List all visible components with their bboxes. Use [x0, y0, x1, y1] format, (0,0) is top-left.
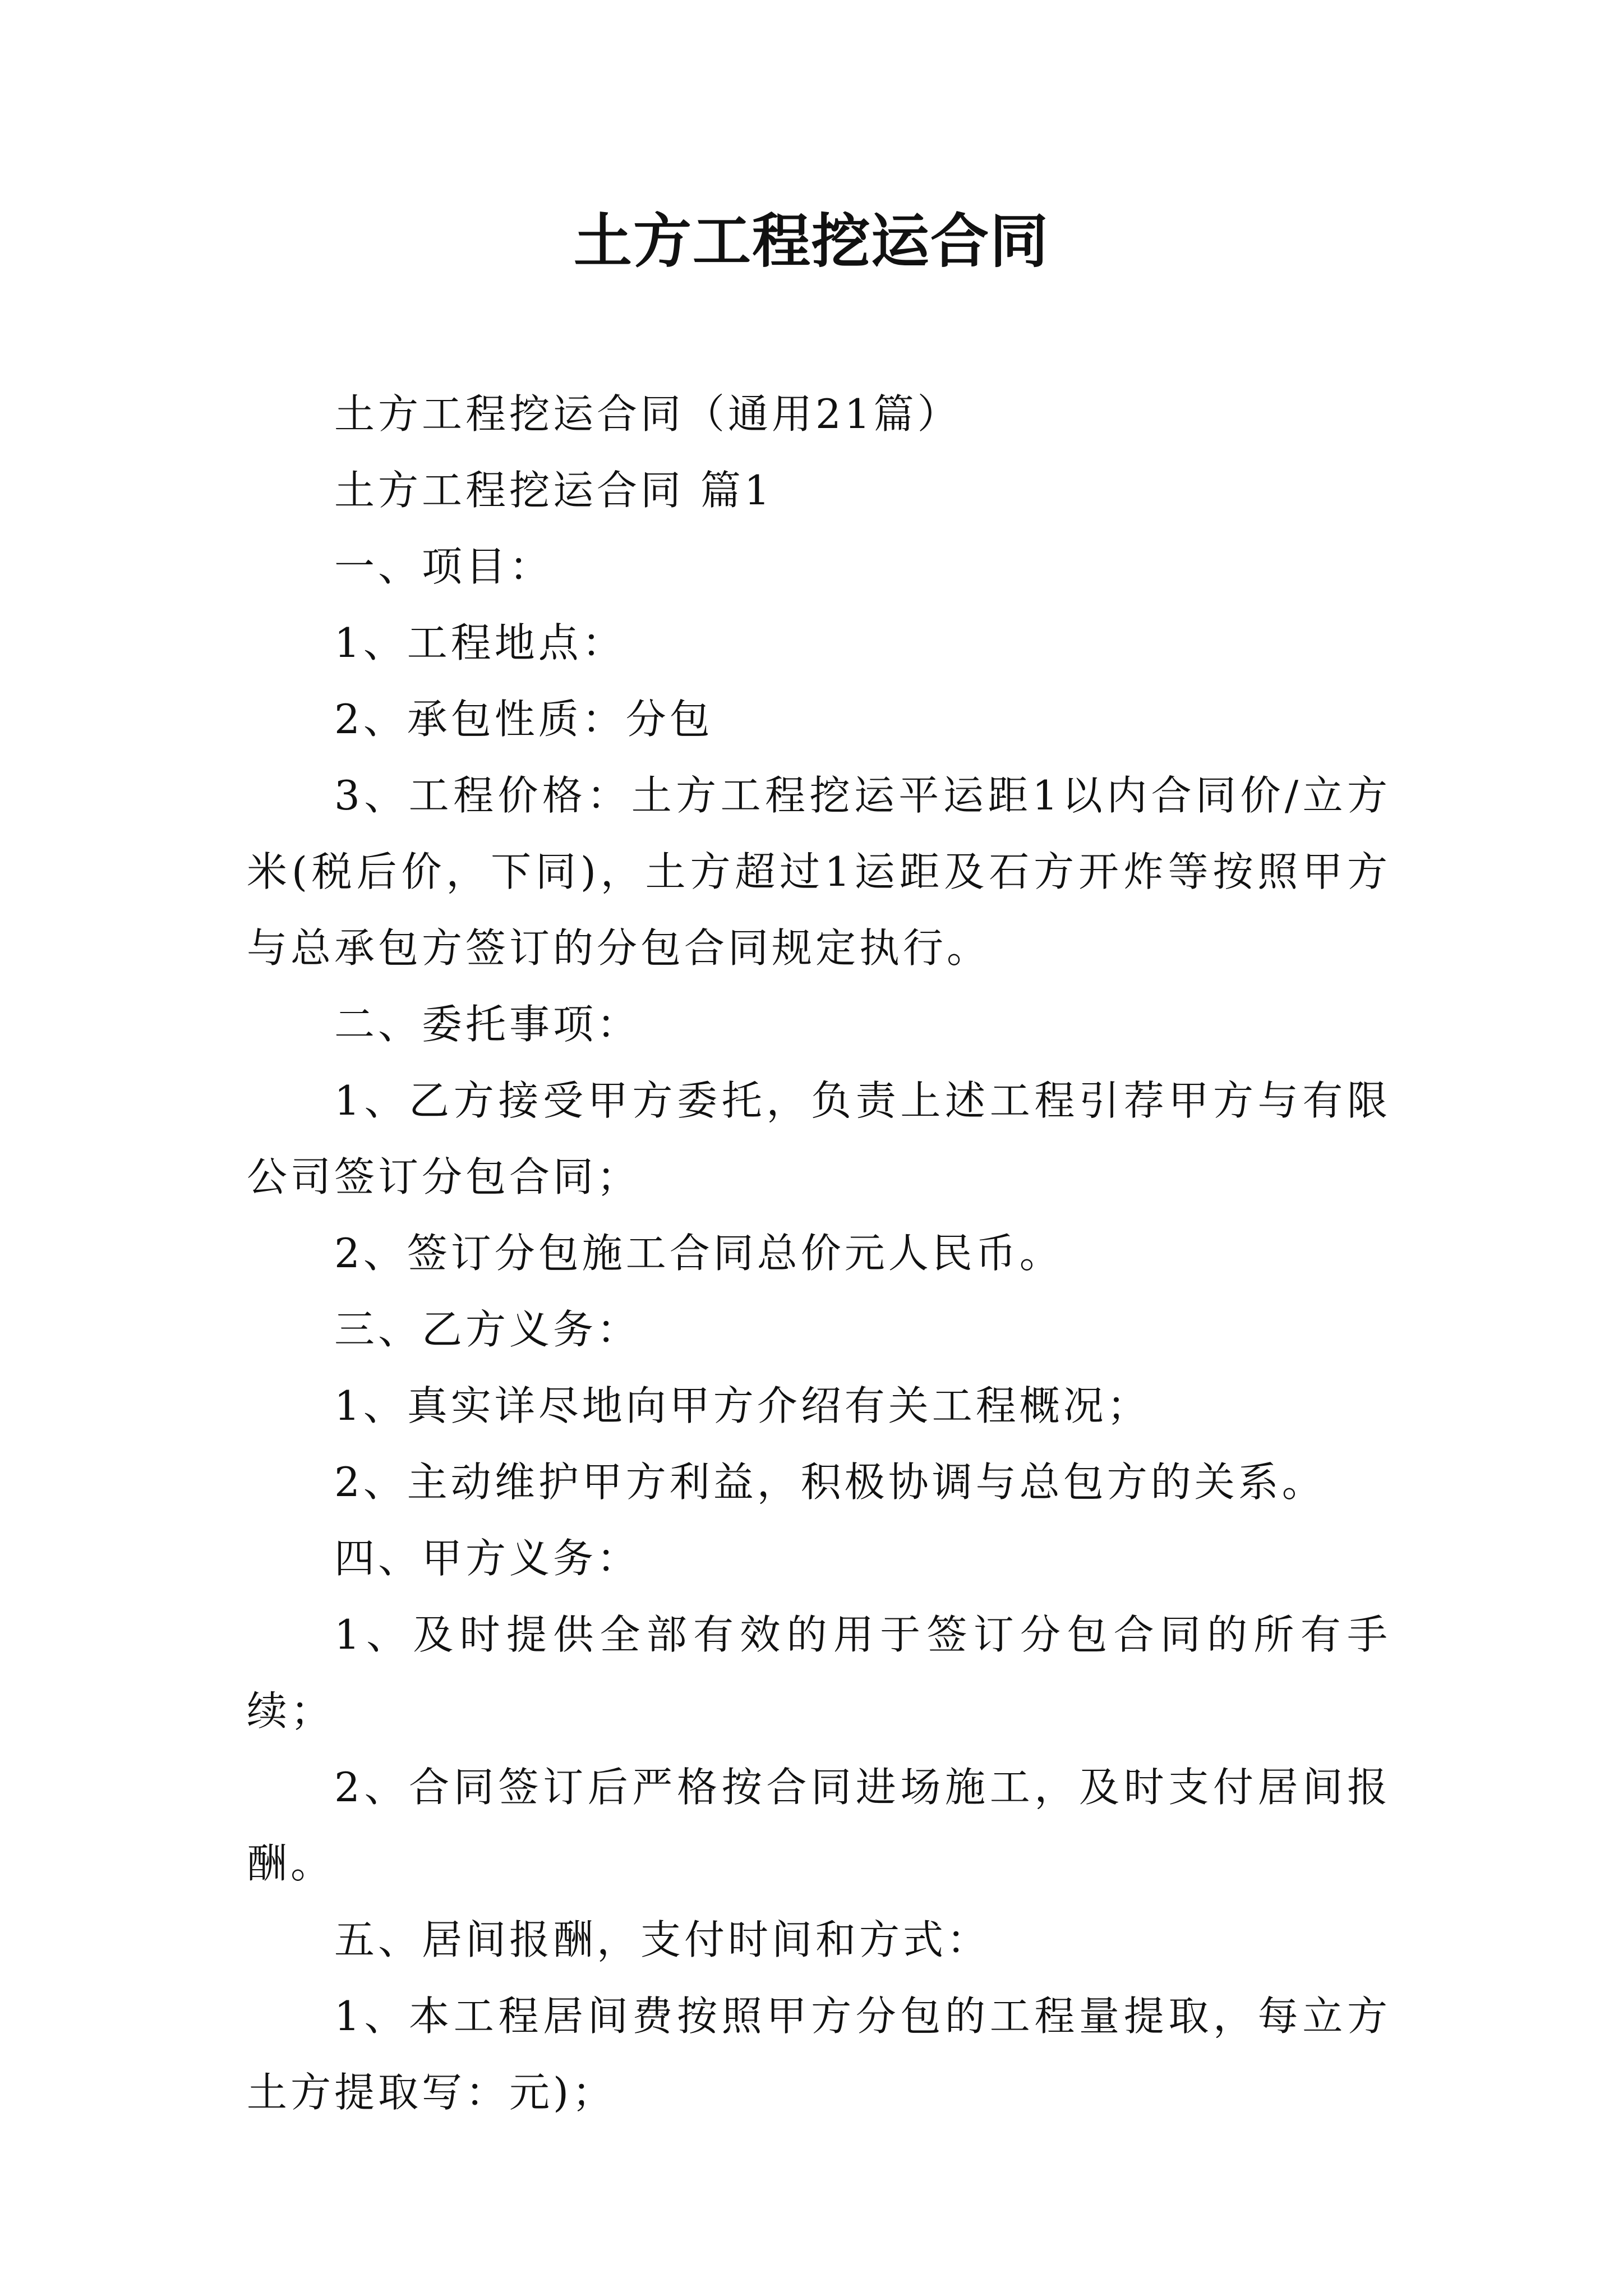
section-heading: 五、居间报酬，支付时间和方式：	[334, 1916, 991, 1963]
paragraph: 3、工程价格：土方工程挖运平运距1以内合同价/立方米(税后价，下同)，土方超过1运距及石方开炸等按照甲方与总承包方签订的分包合同规定执行。	[247, 772, 1391, 972]
section-heading: 三、乙方义务：	[334, 1306, 641, 1353]
paragraph: 1、真实详尽地向甲方介绍有关工程概况；	[334, 1382, 1151, 1429]
paragraph: 2、承包性质：分包	[334, 696, 713, 743]
paragraph: 1、工程地点：	[334, 619, 626, 666]
section-heading: 一、项目：	[334, 543, 554, 590]
paragraph: 2、合同签订后严格按合同进场施工，及时支付居间报酬。	[247, 1764, 1391, 1887]
document-body	[247, 376, 1391, 2131]
paragraph: 2、主动维护甲方利益，积极协调与总包方的关系。	[334, 1458, 1326, 1506]
paragraph: 1、乙方接受甲方委托，负责上述工程引荐甲方与有限公司签订分包合同；	[247, 1077, 1391, 1200]
paragraph: 2、签订分包施工合同总价元人民币。	[334, 1230, 1063, 1277]
paragraph: 土方工程挖运合同 篇1	[334, 467, 773, 514]
document-title: 土方工程挖运合同	[573, 206, 1049, 275]
paragraph: 1、本工程居间费按照甲方分包的工程量提取，每立方土方提取写：元)；	[247, 1993, 1391, 2116]
paragraph: 1、及时提供全部有效的用于签订分包合同的所有手续；	[247, 1611, 1391, 1734]
section-heading: 二、委托事项：	[334, 1001, 641, 1048]
paragraph: 土方工程挖运合同（通用21篇）	[334, 390, 961, 438]
section-heading: 四、甲方义务：	[334, 1535, 641, 1582]
